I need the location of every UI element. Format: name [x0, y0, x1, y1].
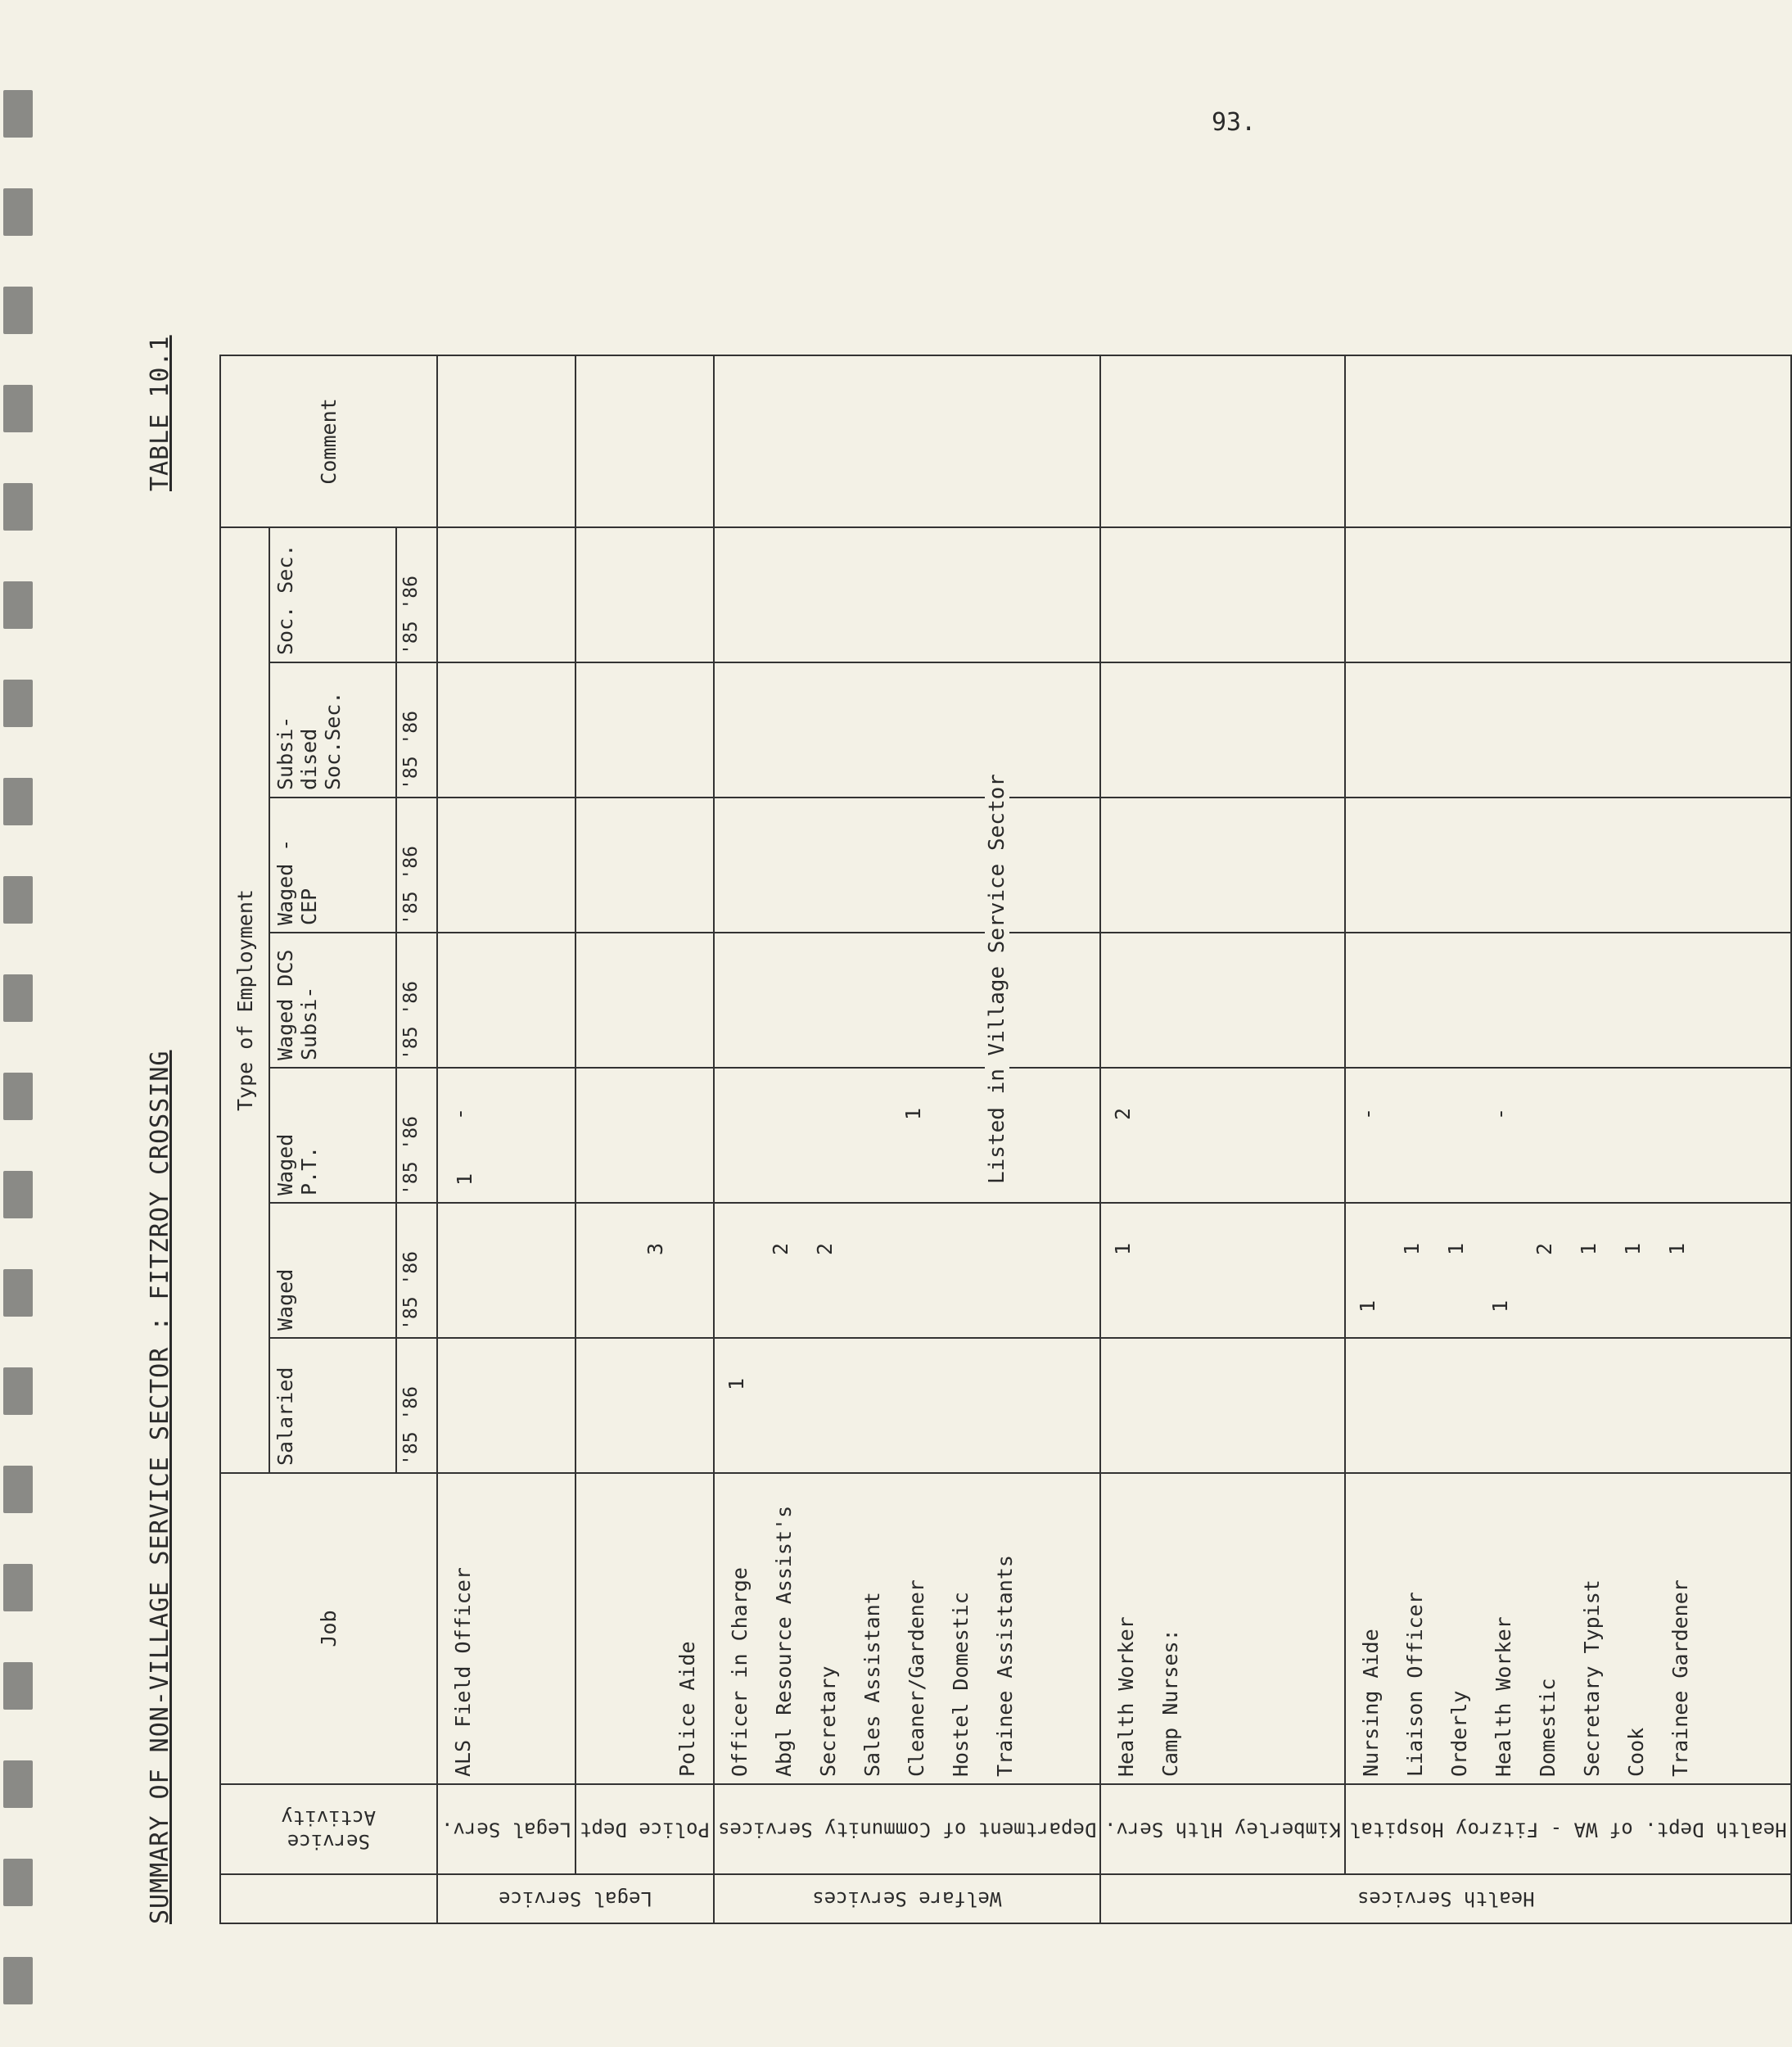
hospital-jobs — [1345, 1473, 1791, 1784]
waged-cell — [437, 1203, 576, 1338]
value-cell: 1 — [1621, 1242, 1645, 1255]
legal-serv-activity: Legal Serv. — [437, 1784, 576, 1874]
camp-nurses-note: Listed in Village Service Sector — [985, 770, 1009, 1187]
col-subsidised-socsec: Subsi- dised Soc.Sec. — [269, 662, 396, 798]
job-health-worker: Health Worker — [1492, 1616, 1516, 1777]
waged-pt-cell — [437, 1068, 576, 1203]
year-header: '85 '86 — [396, 933, 437, 1068]
job-als-field-officer: ALS Field Officer — [451, 1567, 475, 1777]
value-cell: - — [448, 1107, 472, 1120]
empty-cell — [714, 798, 1100, 933]
salaried-cell — [1345, 1338, 1791, 1473]
job-cell — [437, 1473, 576, 1784]
comment-cell — [1100, 355, 1345, 527]
empty-cell — [1100, 798, 1345, 933]
job-police-aide: Police Aide — [675, 1641, 699, 1777]
salaried-cell — [437, 1338, 576, 1473]
job-officer-in-charge: Officer in Charge — [727, 1567, 752, 1777]
year-header: '85 '86 — [396, 1068, 437, 1203]
value-cell: 2 — [1111, 1107, 1135, 1120]
welfare-jobs — [714, 1473, 1100, 1784]
job-header: Job — [220, 1473, 437, 1784]
year-header: '85 '86 — [396, 1203, 437, 1338]
job-hostel-domestic: Hostel Domestic — [948, 1592, 973, 1777]
value-cell: 1 — [1577, 1242, 1601, 1255]
value-cell: 1 — [1400, 1242, 1424, 1255]
job-health-worker: Health Worker — [1114, 1616, 1139, 1777]
empty-cell — [576, 527, 714, 662]
year-header: '85 '86 — [396, 527, 437, 662]
kimberley-jobs — [1100, 1473, 1345, 1784]
service-label: Service — [287, 1829, 371, 1853]
salaried-cell — [1100, 1338, 1345, 1473]
col-waged-pt: Waged P.T. — [269, 1068, 396, 1203]
empty-cell — [437, 662, 576, 798]
value-cell: 1 — [1665, 1242, 1690, 1255]
job-secretary-typist: Secretary Typist — [1580, 1579, 1605, 1777]
empty-cell — [714, 933, 1100, 1068]
year-header: '85 '86 — [396, 662, 437, 798]
job-secretary: Secretary — [815, 1665, 840, 1777]
binding-holes — [3, 90, 36, 2022]
empty-cell — [1100, 933, 1345, 1068]
value-cell: 1 — [1111, 1242, 1135, 1255]
empty-cell — [437, 798, 576, 933]
activity-label: Activity — [281, 1806, 377, 1829]
empty-cell — [1100, 527, 1345, 662]
value-cell: 1 — [1488, 1299, 1513, 1313]
empty-cell — [576, 798, 714, 933]
salaried-cell — [576, 1338, 714, 1473]
waged-cell — [1100, 1203, 1345, 1338]
health-service-label: Health Services — [1100, 1874, 1791, 1923]
job-liaison-officer: Liaison Officer — [1403, 1592, 1428, 1777]
value-cell: 1 — [1444, 1242, 1469, 1255]
job-abgl-resource: Abgl Resource Assist's — [771, 1505, 796, 1777]
job-cook: Cook — [1624, 1727, 1649, 1777]
col-waged: Waged — [269, 1203, 396, 1338]
empty-cell — [714, 662, 1100, 798]
year-header: '85 '86 — [396, 798, 437, 933]
empty-cell — [437, 527, 576, 662]
waged-pt-cell — [1100, 1068, 1345, 1203]
col-waged-cep: Waged -CEP — [269, 798, 396, 933]
comment-cell — [714, 355, 1100, 527]
empty-cell — [714, 527, 1100, 662]
value-cell: 1 — [1356, 1299, 1380, 1313]
job-sales-assistant: Sales Assistant — [860, 1592, 884, 1777]
kimberley-activity: Kimberley Hlth Serv. — [1100, 1784, 1345, 1874]
hospital-activity: Health Dept. of WA - Fitzroy Hospital — [1345, 1784, 1791, 1874]
welfare-service-label: Welfare Services — [714, 1874, 1100, 1923]
empty-cell — [1345, 527, 1791, 662]
job-cleaner-gardener: Cleaner/Gardener — [904, 1579, 928, 1777]
document-title: SUMMARY OF NON-VILLAGE SERVICE SECTOR : FITZROY CROSSING — [146, 1050, 174, 1924]
waged-pt-cell — [1345, 1068, 1791, 1203]
col-soc-sec: Soc. Sec. — [269, 527, 396, 662]
job-domestic: Domestic — [1536, 1678, 1560, 1777]
year-header: '85 '86 — [396, 1338, 437, 1473]
salaried-cell — [714, 1338, 1100, 1473]
empty-cell — [576, 933, 714, 1068]
comment-cell — [576, 355, 714, 527]
service-header-cell — [220, 1874, 437, 1923]
col-waged-dcs: Waged DCS Subsi- — [269, 933, 396, 1068]
value-cell: - — [1488, 1107, 1513, 1120]
job-trainee-assistants: Trainee Assistants — [992, 1555, 1017, 1777]
page-number: 93. — [1212, 108, 1257, 137]
value-cell: - — [1356, 1107, 1380, 1120]
value-cell: 1 — [453, 1173, 476, 1186]
empty-cell — [1345, 662, 1791, 798]
value-cell: 2 — [768, 1242, 792, 1255]
empty-cell — [1100, 662, 1345, 798]
waged-cell — [1345, 1203, 1791, 1338]
value-cell: 1 — [901, 1107, 925, 1120]
dcs-activity: Department of Community Services — [714, 1784, 1100, 1874]
empty-cell — [1345, 933, 1791, 1068]
empty-cell — [576, 1068, 714, 1203]
comment-header: Comment — [220, 355, 437, 527]
col-salaried: Salaried — [269, 1338, 396, 1473]
rotated-table-sheet — [138, 221, 1787, 1924]
value-cell: 3 — [643, 1242, 667, 1255]
service-activity-header — [220, 1784, 437, 1874]
waged-pt-cell — [714, 1068, 1100, 1203]
job-cell — [576, 1473, 714, 1784]
empty-cell — [1345, 798, 1791, 933]
job-orderly: Orderly — [1447, 1690, 1472, 1777]
empty-cell — [437, 933, 576, 1068]
value-cell: 2 — [1532, 1242, 1557, 1255]
comment-cell — [1345, 355, 1791, 527]
waged-cell — [576, 1203, 714, 1338]
job-trainee-gardener: Trainee Gardener — [1668, 1579, 1693, 1777]
job-camp-nurses: Camp Nurses: — [1158, 1629, 1183, 1777]
value-cell: 2 — [812, 1242, 837, 1255]
police-dept-activity: Police Dept — [576, 1784, 714, 1874]
waged-cell — [714, 1203, 1100, 1338]
value-cell: 1 — [724, 1377, 748, 1390]
legal-service-label: Legal Service — [437, 1874, 714, 1923]
job-nursing-aide: Nursing Aide — [1359, 1629, 1383, 1777]
comment-cell — [437, 355, 576, 527]
type-of-employment-header: Type of Employment — [220, 527, 269, 1473]
empty-cell — [576, 662, 714, 798]
heading — [146, 221, 195, 1924]
table-label: TABLE 10.1 — [146, 335, 174, 491]
